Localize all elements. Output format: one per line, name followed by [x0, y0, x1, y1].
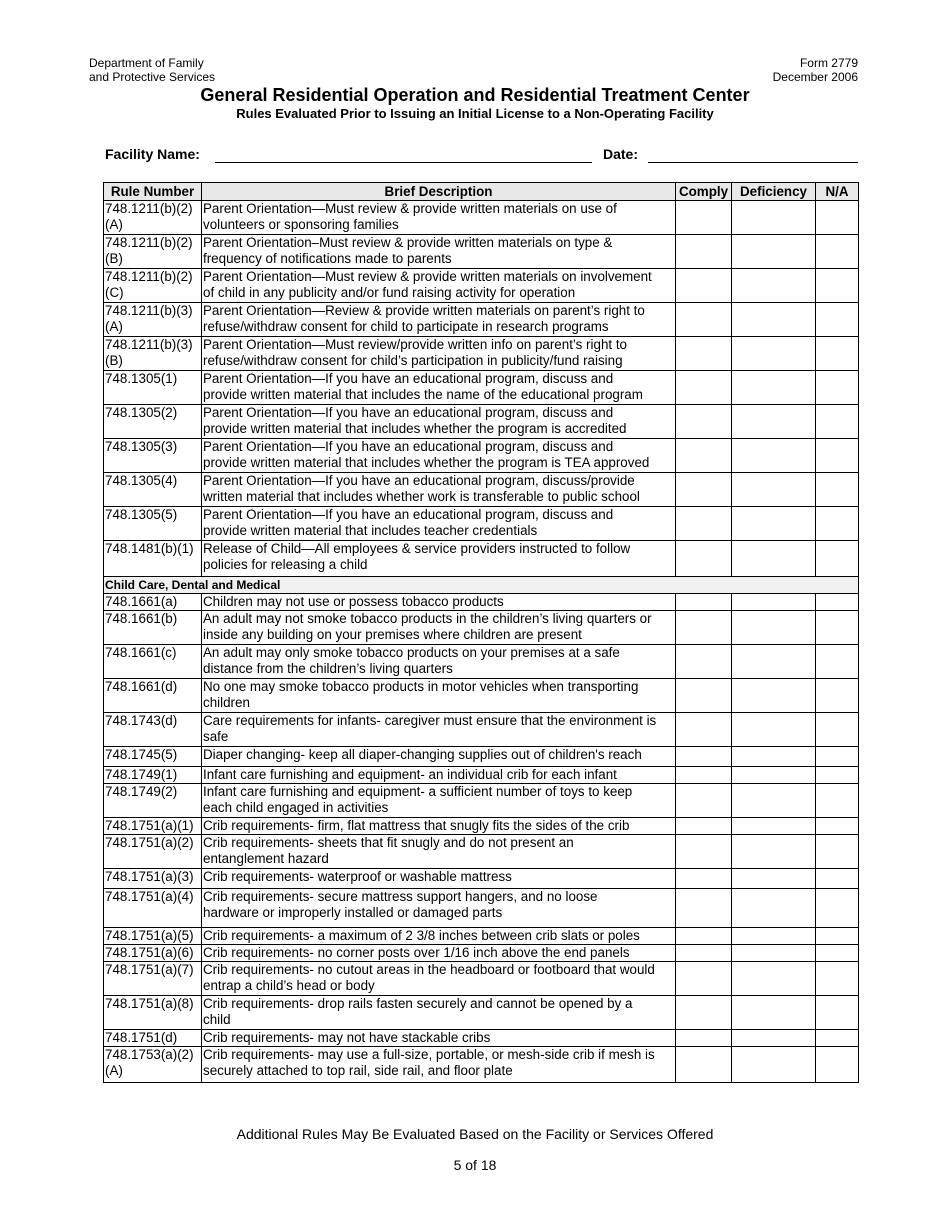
rule-number-cell: 748.1745(5)	[104, 747, 202, 767]
col-na: N/A	[816, 183, 859, 201]
comply-cell[interactable]	[676, 747, 732, 767]
table-row	[104, 869, 859, 889]
na-cell[interactable]	[816, 1030, 859, 1047]
description-cell: Parent Orientation–Must review & provide written materials on type & frequency of notifications made to parents	[202, 235, 676, 269]
na-cell[interactable]	[816, 869, 859, 889]
rule-number-cell: 748.1211(b)(3) (A)	[104, 303, 202, 337]
na-cell[interactable]	[816, 303, 859, 337]
na-cell[interactable]	[816, 473, 859, 507]
table-row	[104, 405, 859, 439]
table-row	[104, 962, 859, 996]
deficiency-cell[interactable]	[732, 928, 816, 945]
rule-number-cell: 748.1305(3)	[104, 439, 202, 473]
rule-number-cell: 748.1661(b)	[104, 611, 202, 645]
na-cell[interactable]	[816, 996, 859, 1030]
col-comply: Comply	[676, 183, 732, 201]
deficiency-cell[interactable]	[732, 962, 816, 996]
na-cell[interactable]	[816, 713, 859, 747]
table-row	[104, 645, 859, 679]
na-cell[interactable]	[816, 611, 859, 645]
table-row	[104, 303, 859, 337]
facility-name-label: Facility Name:	[105, 146, 200, 162]
description-cell: Parent Orientation—Must review & provide written materials on use of volunteers or sponsoring families	[202, 201, 676, 235]
deficiency-cell[interactable]	[732, 818, 816, 835]
rule-number-cell: 748.1751(a)(2)	[104, 835, 202, 869]
rule-number-cell: 748.1211(b)(2) (C)	[104, 269, 202, 303]
col-deficiency: Deficiency	[732, 183, 816, 201]
comply-cell[interactable]	[676, 645, 732, 679]
na-cell[interactable]	[816, 645, 859, 679]
description-cell: Diaper changing- keep all diaper-changing supplies out of children's reach	[202, 747, 676, 767]
deficiency-cell[interactable]	[732, 1047, 816, 1083]
table-row	[104, 439, 859, 473]
description-cell: Crib requirements- firm, flat mattress that snugly fits the sides of the crib	[202, 818, 676, 835]
description-cell: Crib requirements- a maximum of 2 3/8 inches between crib slats or poles	[202, 928, 676, 945]
document-title: General Residential Operation and Residential Treatment Center	[200, 85, 750, 105]
table-row	[104, 611, 859, 645]
na-cell[interactable]	[816, 962, 859, 996]
col-rule-number: Rule Number	[104, 183, 202, 201]
description-cell: Parent Orientation—If you have an educational program, discuss and provide written material that includes whether the program is TEA approved	[202, 439, 676, 473]
comply-cell[interactable]	[676, 473, 732, 507]
deficiency-cell[interactable]	[732, 1030, 816, 1047]
description-cell: Crib requirements- may not have stackable cribs	[202, 1030, 676, 1047]
deficiency-cell[interactable]	[732, 371, 816, 405]
description-cell: Children may not use or possess tobacco products	[202, 594, 676, 611]
rule-number-cell: 748.1751(a)(6)	[104, 945, 202, 962]
description-cell: Parent Orientation—If you have an educational program, discuss/provide written material that includes whether work is transferable to public school	[202, 473, 676, 507]
comply-cell[interactable]	[676, 679, 732, 713]
comply-cell[interactable]	[676, 371, 732, 405]
na-cell[interactable]	[816, 784, 859, 818]
rule-number-cell: 748.1749(1)	[104, 767, 202, 784]
deficiency-cell[interactable]	[732, 611, 816, 645]
rule-number-cell: 748.1751(a)(1)	[104, 818, 202, 835]
comply-cell[interactable]	[676, 869, 732, 889]
description-cell: Parent Orientation—Must review/provide written info on parent’s right to refuse/withdraw consent for child’s participation in publicity/fund raising	[202, 337, 676, 371]
comply-cell[interactable]	[676, 784, 732, 818]
section-row	[104, 577, 859, 594]
deficiency-cell[interactable]	[732, 784, 816, 818]
table-row	[104, 235, 859, 269]
table-row	[104, 594, 859, 611]
comply-cell[interactable]	[676, 713, 732, 747]
comply-cell[interactable]	[676, 818, 732, 835]
table-row	[104, 996, 859, 1030]
comply-cell[interactable]	[676, 439, 732, 473]
page-number: 5 of 18	[453, 1157, 497, 1173]
description-cell: Crib requirements- drop rails fasten securely and cannot be opened by a child	[202, 996, 676, 1030]
comply-cell[interactable]	[676, 996, 732, 1030]
comply-cell[interactable]	[676, 767, 732, 784]
rule-number-cell: 748.1743(d)	[104, 713, 202, 747]
deficiency-cell[interactable]	[732, 767, 816, 784]
comply-cell[interactable]	[676, 611, 732, 645]
document-subtitle: Rules Evaluated Prior to Issuing an Initial License to a Non-Operating Facility	[236, 106, 714, 121]
comply-cell[interactable]	[676, 269, 732, 303]
description-cell: An adult may not smoke tobacco products in the children’s living quarters or inside any building on your premises where children are present	[202, 611, 676, 645]
facility-name-field[interactable]	[215, 162, 592, 163]
deficiency-cell[interactable]	[732, 889, 816, 928]
form-number: Form 2779	[799, 56, 858, 70]
section-title: Child Care, Dental and Medical	[104, 577, 859, 594]
deficiency-cell[interactable]	[732, 996, 816, 1030]
col-brief-description: Brief Description	[202, 183, 676, 201]
description-cell: Crib requirements- no corner posts over 1/16 inch above the end panels	[202, 945, 676, 962]
deficiency-cell[interactable]	[732, 235, 816, 269]
description-cell: Parent Orientation—If you have an educational program, discuss and provide written material that includes the name of the educational program	[202, 371, 676, 405]
rule-number-cell: 748.1661(c)	[104, 645, 202, 679]
deficiency-cell[interactable]	[732, 713, 816, 747]
na-cell[interactable]	[816, 1047, 859, 1083]
deficiency-cell[interactable]	[732, 303, 816, 337]
rule-number-cell: 748.1751(d)	[104, 1030, 202, 1047]
comply-cell[interactable]	[676, 835, 732, 869]
rules-table-body	[104, 201, 859, 1083]
description-cell: Crib requirements- secure mattress support hangers, and no loose hardware or improperly installed or damaged parts	[202, 889, 676, 928]
rule-number-cell: 748.1305(5)	[104, 507, 202, 541]
na-cell[interactable]	[816, 405, 859, 439]
na-cell[interactable]	[816, 541, 859, 577]
rule-number-cell: 748.1749(2)	[104, 784, 202, 818]
description-cell: Parent Orientation—Must review & provide written materials on involvement of child in any publicity and/or fund raising activity for operation	[202, 269, 676, 303]
table-row	[104, 928, 859, 945]
description-cell: An adult may only smoke tobacco products on your premises at a safe distance from the children’s living quarters	[202, 645, 676, 679]
department-line-2: and Protective Services	[89, 70, 216, 84]
na-cell[interactable]	[816, 235, 859, 269]
deficiency-cell[interactable]	[732, 835, 816, 869]
deficiency-cell[interactable]	[732, 201, 816, 235]
table-row	[104, 473, 859, 507]
deficiency-cell[interactable]	[732, 337, 816, 371]
table-row	[104, 818, 859, 835]
rule-number-cell: 748.1305(1)	[104, 371, 202, 405]
description-cell: Infant care furnishing and equipment- a sufficient number of toys to keep each child engaged in activities	[202, 784, 676, 818]
comply-cell[interactable]	[676, 201, 732, 235]
table-row	[104, 784, 859, 818]
comply-cell[interactable]	[676, 962, 732, 996]
table-row	[104, 1047, 859, 1083]
rule-number-cell: 748.1751(a)(4)	[104, 889, 202, 928]
deficiency-cell[interactable]	[732, 439, 816, 473]
description-cell: No one may smoke tobacco products in motor vehicles when transporting children	[202, 679, 676, 713]
comply-cell[interactable]	[676, 1030, 732, 1047]
comply-cell[interactable]	[676, 507, 732, 541]
table-row	[104, 945, 859, 962]
description-cell: Crib requirements- waterproof or washable mattress	[202, 869, 676, 889]
description-cell: Infant care furnishing and equipment- an individual crib for each infant	[202, 767, 676, 784]
deficiency-cell[interactable]	[732, 405, 816, 439]
rule-number-cell: 748.1751(a)(8)	[104, 996, 202, 1030]
table-row	[104, 1030, 859, 1047]
na-cell[interactable]	[816, 747, 859, 767]
comply-cell[interactable]	[676, 303, 732, 337]
rule-number-cell: 748.1751(a)(5)	[104, 928, 202, 945]
na-cell[interactable]	[816, 928, 859, 945]
description-cell: Parent Orientation—If you have an educational program, discuss and provide written material that includes whether the program is accredited	[202, 405, 676, 439]
deficiency-cell[interactable]	[732, 679, 816, 713]
date-label: Date:	[603, 146, 639, 162]
deficiency-cell[interactable]	[732, 747, 816, 767]
comply-cell[interactable]	[676, 1047, 732, 1083]
rule-number-cell: 748.1211(b)(3) (B)	[104, 337, 202, 371]
na-cell[interactable]	[816, 269, 859, 303]
rule-number-cell: 748.1661(d)	[104, 679, 202, 713]
comply-cell[interactable]	[676, 594, 732, 611]
na-cell[interactable]	[816, 818, 859, 835]
description-cell: Parent Orientation—If you have an educational program, discuss and provide written material that includes teacher credentials	[202, 507, 676, 541]
description-cell: Crib requirements- no cutout areas in the headboard or footboard that would entrap a child’s head or body	[202, 962, 676, 996]
na-cell[interactable]	[816, 594, 859, 611]
table-row	[104, 269, 859, 303]
description-cell: Parent Orientation—Review & provide written materials on parent’s right to refuse/withdraw consent for child to participate in research programs	[202, 303, 676, 337]
department-name	[89, 56, 215, 84]
comply-cell[interactable]	[676, 945, 732, 962]
na-cell[interactable]	[816, 337, 859, 371]
rule-number-cell: 748.1305(2)	[104, 405, 202, 439]
table-row	[104, 767, 859, 784]
rule-number-cell: 748.1753(a)(2) (A)	[104, 1047, 202, 1083]
rule-number-cell: 748.1211(b)(2) (B)	[104, 235, 202, 269]
table-row	[104, 541, 859, 577]
rule-number-cell: 748.1661(a)	[104, 594, 202, 611]
rule-number-cell: 748.1751(a)(7)	[104, 962, 202, 996]
table-row	[104, 679, 859, 713]
na-cell[interactable]	[816, 945, 859, 962]
table-row	[104, 371, 859, 405]
comply-cell[interactable]	[676, 337, 732, 371]
rule-number-cell: 748.1305(4)	[104, 473, 202, 507]
description-cell: Care requirements for infants- caregiver must ensure that the environment is safe	[202, 713, 676, 747]
description-cell: Release of Child—All employees & service providers instructed to follow policies for releasing a child	[202, 541, 676, 577]
rule-number-cell: 748.1481(b)(1)	[104, 541, 202, 577]
deficiency-cell[interactable]	[732, 594, 816, 611]
table-row	[104, 713, 859, 747]
rule-number-cell: 748.1211(b)(2) (A)	[104, 201, 202, 235]
comply-cell[interactable]	[676, 235, 732, 269]
description-cell: Crib requirements- sheets that fit snugly and do not present an entanglement hazard	[202, 835, 676, 869]
additional-rules-note: Additional Rules May Be Evaluated Based on the Facility or Services Offered	[236, 1126, 714, 1142]
deficiency-cell[interactable]	[732, 645, 816, 679]
deficiency-cell[interactable]	[732, 541, 816, 577]
table-row	[104, 889, 859, 928]
na-cell[interactable]	[816, 439, 859, 473]
table-header-row	[104, 183, 859, 201]
comply-cell[interactable]	[676, 928, 732, 945]
na-cell[interactable]	[816, 371, 859, 405]
deficiency-cell[interactable]	[732, 269, 816, 303]
na-cell[interactable]	[816, 201, 859, 235]
na-cell[interactable]	[816, 767, 859, 784]
table-row	[104, 835, 859, 869]
na-cell[interactable]	[816, 679, 859, 713]
form-info	[773, 56, 858, 84]
deficiency-cell[interactable]	[732, 869, 816, 889]
comply-cell[interactable]	[676, 889, 732, 928]
deficiency-cell[interactable]	[732, 507, 816, 541]
table-row	[104, 507, 859, 541]
table-row	[104, 201, 859, 235]
form-date: December 2006	[772, 70, 858, 84]
deficiency-cell[interactable]	[732, 473, 816, 507]
comply-cell[interactable]	[676, 405, 732, 439]
table-row	[104, 747, 859, 767]
na-cell[interactable]	[816, 889, 859, 928]
description-cell: Crib requirements- may use a full-size, portable, or mesh-side crib if mesh is securely attached to top rail, side rail, and floor plate	[202, 1047, 676, 1083]
rule-number-cell: 748.1751(a)(3)	[104, 869, 202, 889]
deficiency-cell[interactable]	[732, 945, 816, 962]
na-cell[interactable]	[816, 835, 859, 869]
table-row	[104, 337, 859, 371]
date-field[interactable]	[648, 162, 858, 163]
rules-table	[103, 182, 859, 1083]
comply-cell[interactable]	[676, 541, 732, 577]
department-line-1: Department of Family	[89, 56, 204, 70]
na-cell[interactable]	[816, 507, 859, 541]
